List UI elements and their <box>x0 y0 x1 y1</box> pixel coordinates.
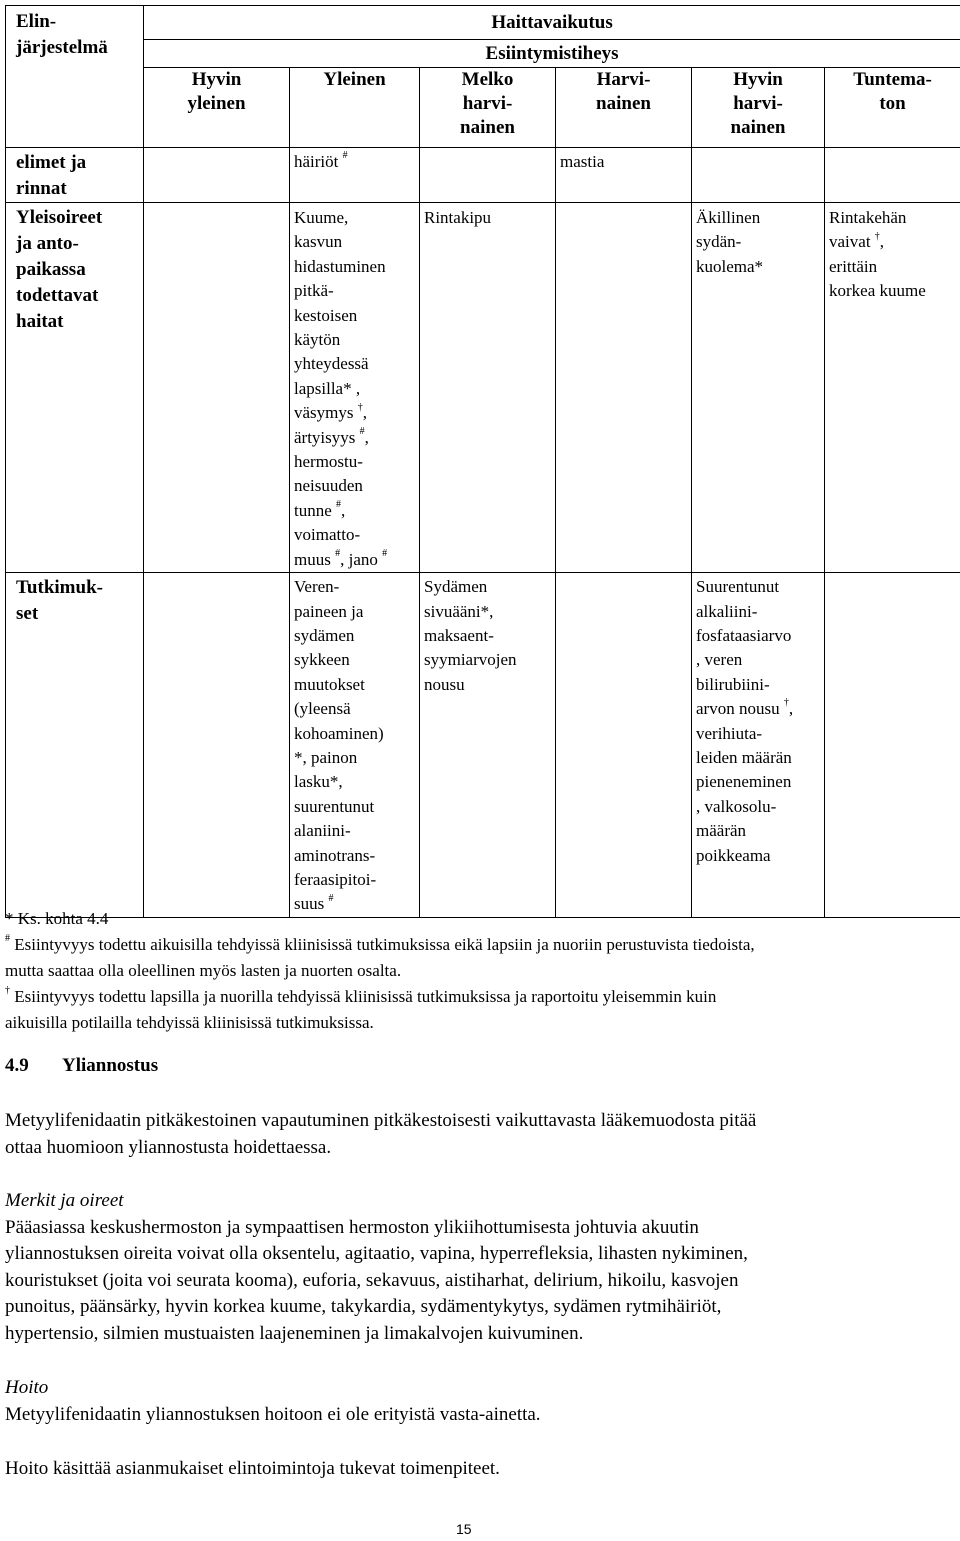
cell-hyvin-harvinainen <box>692 148 825 203</box>
footnote-dagger: † Esiintyvyys todettu lapsilla ja nuorilla tehdyissä kliinisissä tutkimuksissa ja raportoitu yleisemmin kuin <box>5 985 717 1006</box>
header-hyvin-yleinen: Hyvin yleinen <box>144 68 290 148</box>
organ-cell: elimet ja rinnat <box>6 148 144 203</box>
header-tuntematon: Tuntema- ton <box>825 68 960 148</box>
care-paragraph-2: Hoito käsittää asianmukaiset elintoimintoja tukevat toimenpiteet. <box>5 1458 500 1479</box>
cell-melko-harvinainen: Sydämen sivuääni*, maksaent- syymiarvojen nousu <box>420 573 556 918</box>
header-esiintymistiheys: Esiintymistiheys <box>144 40 960 68</box>
header-haittavaikutus: Haittavaikutus <box>144 6 960 40</box>
footnote-dagger-cont: aikuisilla potilailla tehdyissä kliinisissä tutkimuksissa. <box>5 1013 374 1032</box>
cell-hyvin-yleinen <box>144 573 290 918</box>
footnote-hash-cont: mutta saattaa olla oleellinen myös lasten ja nuorten osalta. <box>5 961 402 980</box>
cell-harvinainen <box>556 203 692 573</box>
table-row <box>6 573 960 918</box>
section-number: 4.9 <box>5 1055 29 1076</box>
header-melko-harvinainen: Melko harvi- nainen <box>420 68 556 148</box>
page-number: 15 <box>456 1521 472 1537</box>
intro-paragraph: Metyylifenidaatin pitkäkestoinen vapautuminen pitkäkestoisesti vaikuttavasta lääkemuodosta pitää ottaa huomioon yliannostusta hoidettaessa. <box>5 1110 757 1158</box>
header-yleinen: Yleinen <box>290 68 420 148</box>
table-row <box>6 203 960 573</box>
care-heading: Hoito <box>5 1377 49 1398</box>
table-row <box>6 148 960 203</box>
cell-hyvin-harvinainen: Äkillinen sydän- kuolema* <box>692 203 825 573</box>
adverse-effects-table <box>5 5 960 918</box>
organ-cell: Yleisoireet ja anto- paikassa todettavat haitat <box>6 203 144 573</box>
footnote-ks: * Ks. kohta 4.4 <box>5 909 109 928</box>
organ-cell: Tutkimuk- set <box>6 573 144 918</box>
cell-harvinainen: mastia <box>556 148 692 203</box>
cell-yleinen: Veren- paineen ja sydämen sykkeen muutokset (yleensä kohoaminen) *, painon lasku*, suurentunut alaniini- aminotrans- feraasipitoi- suus # <box>290 573 420 918</box>
cell-hyvin-yleinen <box>144 148 290 203</box>
cell-harvinainen <box>556 573 692 918</box>
signs-paragraph: Merkit ja oireet Pääasiassa keskushermoston ja sympaattisen hermoston ylikiihottumisesta johtuvia akuutin yliannostuksen oireita voivat olla oksentelu, agitaatio, vapina, hyperrefleksia, lihasten nykiminen, kouristukset (joita voi seurata kooma), euforia, sekavuus, aistiharhat, delirium, hikoilu, kasvojen punoitus, päänsärky, hyvin korkea kuume, takykardia, sydämentykytys, sydämen rytmihäiriöt, hypertensio, silmien mustuaisten laajeneminen ja limakalvojen kuivuminen. <box>5 1188 955 1347</box>
cell-tuntematon <box>825 148 960 203</box>
care-paragraph: Hoito Metyylifenidaatin yliannostuksen hoitoon ei ole erityistä vasta-ainetta. <box>5 1375 955 1428</box>
cell-tuntematon <box>825 573 960 918</box>
header-elinjarjestelma: Elin-järjestelmä <box>6 6 144 148</box>
signs-heading: Merkit ja oireet <box>5 1190 124 1211</box>
section-heading <box>5 1055 158 1077</box>
section-title: Yliannostus <box>62 1055 159 1076</box>
header-hyvin-harvinainen: Hyvin harvi- nainen <box>692 68 825 148</box>
cell-tuntematon: Rintakehän vaivat †, erittäin korkea kuume <box>825 203 960 573</box>
cell-melko-harvinainen: Rintakipu <box>420 203 556 573</box>
cell-yleinen: Kuume, kasvun hidastuminen pitkä- kestoisen käytön yhteydessä lapsilla* , väsymys †, ärtyisyys #, hermostu- neisuuden tunne #, voimatto- muus #, jano # <box>290 203 420 573</box>
header-harvinainen: Harvi- nainen <box>556 68 692 148</box>
cell-melko-harvinainen <box>420 148 556 203</box>
cell-hyvin-yleinen <box>144 203 290 573</box>
footnotes <box>5 906 955 1036</box>
footnote-hash: # Esiintyvyys todettu aikuisilla tehdyissä kliinisissä tutkimuksissa eikä lapsiin ja nuoriin perustuvista tiedoista, <box>5 933 755 954</box>
cell-hyvin-harvinainen: Suurentunut alkaliini- fosfataasiarvo , veren bilirubiini- arvon nousu †, verihiuta- leiden määrän pieneneminen , valkosolu- määrän poikkeama <box>692 573 825 918</box>
cell-yleinen: häiriöt # <box>290 148 420 203</box>
